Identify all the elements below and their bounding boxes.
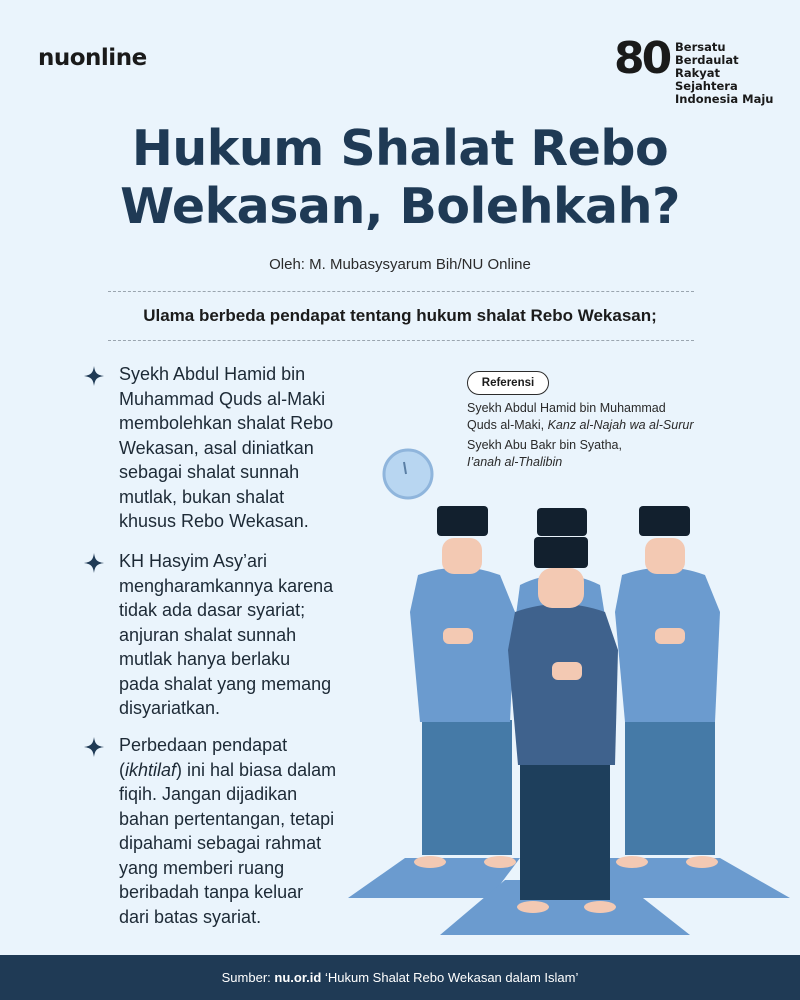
point-line: yang memberi ruang: [119, 857, 285, 878]
italic-term: ikhtilaf: [125, 759, 177, 780]
point-line: Muhammad Quds al-Maki: [119, 388, 326, 409]
point-line: anjuran shalat sunnah: [119, 624, 297, 645]
reference-author: Quds al-Maki,: [467, 418, 545, 432]
man-right: [615, 506, 720, 868]
sparkle-bullet-icon: [84, 553, 104, 573]
point-line: fiqih. Jangan dijadikan: [119, 784, 298, 804]
sparkle-bullet-icon: [84, 366, 104, 386]
divider-bottom: [108, 340, 694, 341]
reference-author: Syekh Abdul Hamid bin Muhammad: [467, 401, 666, 415]
point-line: dari batas syariat.: [119, 906, 262, 927]
point-line: tidak ada dasar syariat;: [119, 600, 306, 620]
reference-item: [467, 400, 767, 434]
point-line: mutlak, bukan shalat: [119, 486, 285, 507]
point-line: Syekh Abdul Hamid bin: [119, 364, 306, 384]
badge-line: Indonesia Maju: [675, 92, 774, 106]
reference-author: Syekh Abu Bakr bin Syatha,: [467, 438, 622, 452]
references-badge: Referensi: [467, 371, 549, 395]
footer-prefix: Sumber:: [221, 970, 271, 985]
text-fragment: (: [119, 759, 125, 780]
point-line: mengharamkannya karena: [119, 575, 334, 596]
divider-top: [108, 291, 694, 292]
footer-source-link[interactable]: nu.or.id: [274, 970, 322, 985]
badge-tagline: [675, 41, 784, 106]
point-line: dipahami sebagai rahmat: [119, 833, 322, 853]
footer-article-title: ‘Hukum Shalat Rebo Wekasan dalam Islam’: [324, 970, 579, 985]
badge-line: Bersatu Berdaulat: [675, 40, 739, 67]
point-line: beribadah tanpa keluar: [119, 882, 304, 902]
sparkle-bullet-icon: [84, 737, 104, 757]
point-line: disyariatkan.: [119, 698, 221, 718]
point-line: Wekasan, asal diniatkan: [119, 437, 314, 458]
subheading: Ulama berbeda pendapat tentang hukum shalat Rebo Wekasan;: [143, 306, 657, 325]
text-fragment: ) ini hal biasa dalam: [176, 759, 337, 780]
badge-number: 80: [614, 33, 670, 84]
page-title-line2: Wekasan, Bolehkah?: [120, 178, 680, 235]
reference-line: [467, 417, 767, 434]
point-line: khusus Rebo Wekasan.: [119, 511, 309, 531]
point-line: pada shalat yang memang: [119, 673, 332, 694]
point-line: bahan pertentangan, tetapi: [119, 808, 335, 829]
reference-book: Kanz al-Najah wa al-Surur: [547, 418, 694, 432]
author-byline: Oleh: M. Mubasysyarum Bih/NU Online: [269, 256, 531, 273]
reference-book: I’anah al-Thalibin: [467, 455, 563, 469]
badge-line: Rakyat Sejahtera: [675, 66, 738, 93]
anniversary-80-badge: [614, 33, 784, 106]
point-line: membolehkan shalat Rebo: [119, 413, 334, 433]
point-line: KH Hasyim Asy’ari: [119, 551, 268, 571]
page-title-line1: Hukum Shalat Rebo: [131, 120, 669, 177]
point-line: mutlak hanya berlaku: [119, 649, 291, 669]
logo-text: nuonline: [38, 45, 147, 71]
point-line: sebagai shalat sunnah: [119, 462, 300, 482]
man-left: [410, 506, 516, 868]
wall-clock-icon: [384, 450, 432, 498]
point-line: Perbedaan pendapat: [119, 735, 288, 755]
nu-online-logo[interactable]: [38, 45, 147, 71]
source-footer: [0, 955, 800, 1000]
praying-men-illustration: [340, 440, 800, 955]
